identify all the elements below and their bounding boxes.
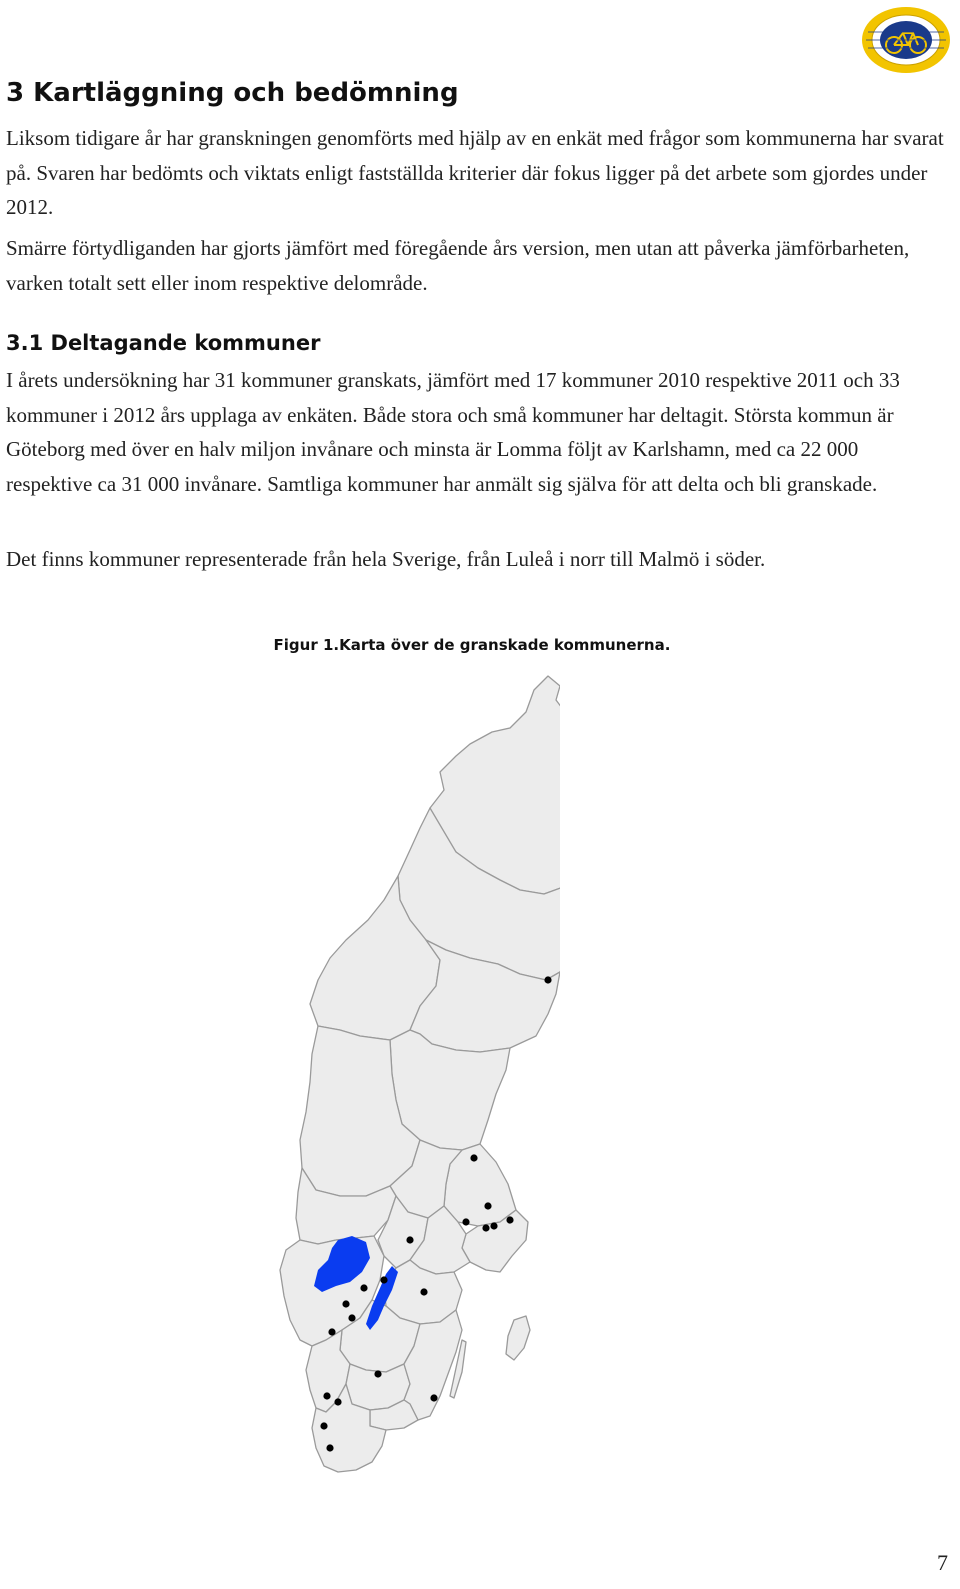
municipality-marker (380, 1276, 387, 1283)
sweden-map (270, 672, 560, 1502)
municipality-marker (334, 1398, 341, 1405)
map-regions (280, 676, 560, 1472)
figure-caption: Figur 1.Karta över de granskade kommunerna. (273, 636, 671, 654)
page-number: 7 (937, 1550, 948, 1575)
municipality-marker (348, 1314, 355, 1321)
paragraph-coverage: Det finns kommuner representerade från hela Sverige, från Luleå i norr till Malmö i söder. (6, 547, 766, 571)
municipality-marker (470, 1154, 477, 1161)
municipality-marker (462, 1218, 469, 1225)
municipality-marker (328, 1328, 335, 1335)
paragraph-clarifications: Smärre förtydliganden har gjorts jämfört med föregående års version, men utan att påverka jämförbarheten, varken totalt sett eller inom respektive delområde. (6, 236, 910, 295)
municipality-marker (326, 1444, 333, 1451)
region-gotland (506, 1316, 530, 1360)
municipality-marker (323, 1392, 330, 1399)
logo-bicycle-seal-icon (858, 2, 954, 74)
municipality-marker (430, 1394, 437, 1401)
municipality-marker (490, 1222, 497, 1229)
paragraph-participants: I årets undersökning har 31 kommuner granskats, jämfört med 17 kommuner 2010 respektive 2011 och 33 kommuner i 2012 års upplaga av enkäten. Både stora och små kommuner har deltagit. Största kommun är Göteborg med över en halv miljon invånare och minsta är Lomma följt av Karlshamn, med ca 22 000 respektive ca 31 000 invånare. Samtliga kommuner har anmält sig själva för att delta och bli granskade. (6, 368, 900, 496)
municipality-marker (320, 1422, 327, 1429)
municipality-marker (506, 1216, 513, 1223)
municipality-marker (342, 1300, 349, 1307)
municipality-marker (360, 1284, 367, 1291)
municipality-marker (420, 1288, 427, 1295)
municipality-marker (484, 1202, 491, 1209)
municipality-marker (374, 1370, 381, 1377)
municipality-marker (544, 976, 551, 983)
municipality-marker (482, 1224, 489, 1231)
municipality-marker (406, 1236, 413, 1243)
section-heading: 3 Kartläggning och bedömning (6, 78, 459, 108)
subsection-heading: 3.1 Deltagande kommuner (6, 331, 321, 355)
paragraph-intro: Liksom tidigare år har granskningen genomförts med hjälp av en enkät med frågor som kommunerna har svarat på. Svaren har bedömts och viktats enligt fastställda kriterier där fokus ligger på det arbete som gjordes under 2012. (6, 126, 944, 219)
